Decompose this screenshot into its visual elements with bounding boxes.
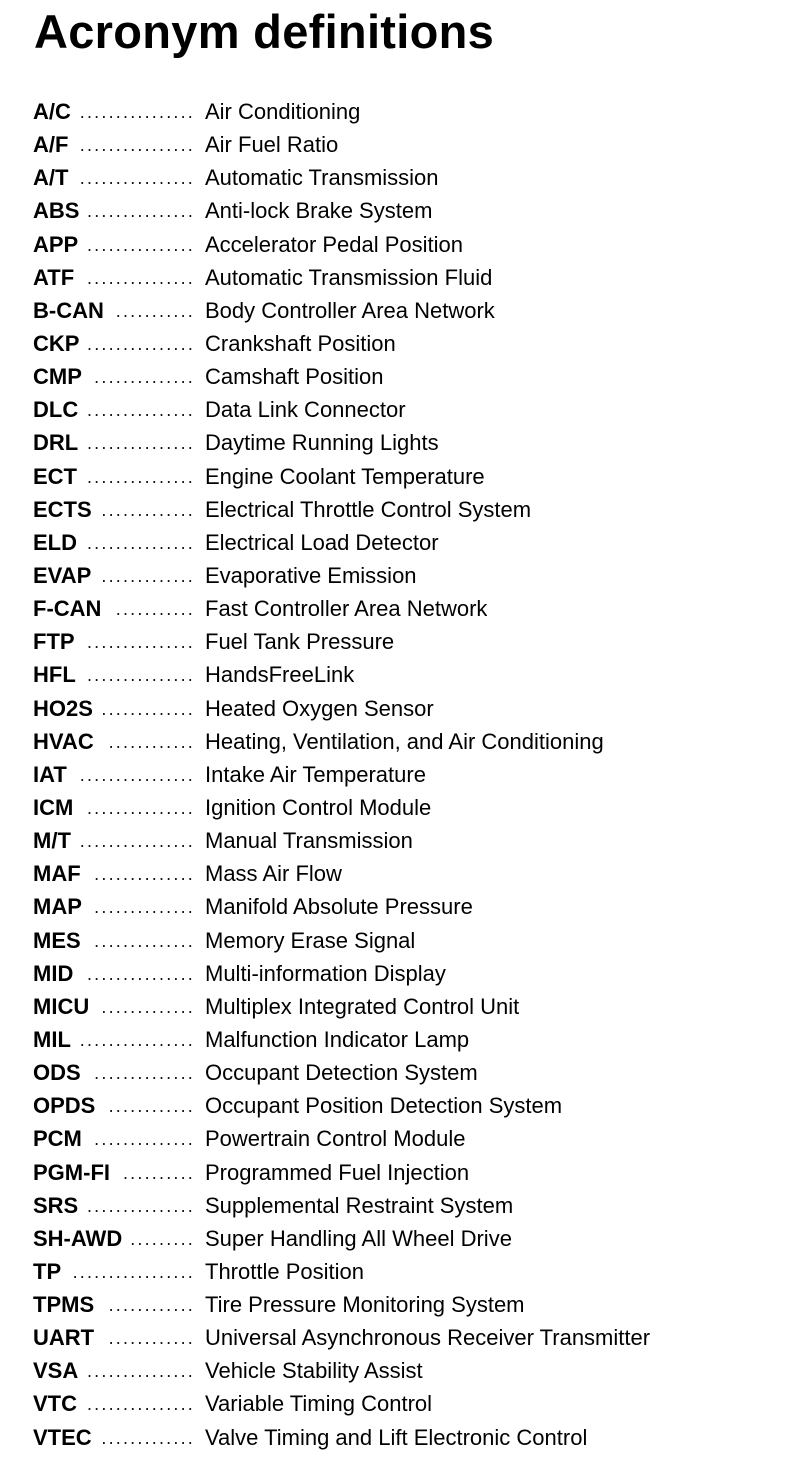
acronym-term: VSA	[33, 1358, 79, 1384]
acronym-definition: Heating, Ventilation, and Air Conditioning	[205, 728, 604, 754]
dot-leader: ...............	[86, 532, 195, 553]
acronym-list	[33, 95, 773, 1454]
acronym-term: MES	[33, 927, 81, 953]
acronym-term: HFL	[33, 662, 76, 688]
acronym-term: MIL	[33, 1026, 71, 1052]
acronym-row	[33, 294, 773, 327]
acronym-term: ATF	[33, 264, 75, 290]
dot-leader: ...............	[86, 1195, 195, 1216]
acronym-definition: Intake Air Temperature	[205, 761, 426, 787]
acronym-row	[33, 526, 773, 559]
dot-leader: ............	[108, 1096, 195, 1117]
acronym-definition: Heated Oxygen Sensor	[205, 695, 434, 721]
acronym-row	[33, 692, 773, 725]
acronym-term: MID	[33, 960, 74, 986]
acronym-row	[33, 161, 773, 194]
acronym-definition: Manual Transmission	[205, 828, 413, 854]
acronym-row	[33, 990, 773, 1023]
acronym-definition: Universal Asynchronous Receiver Transmitter	[205, 1325, 651, 1351]
dot-leader: ................	[79, 168, 195, 189]
acronym-row	[33, 1321, 773, 1354]
acronym-row	[33, 890, 773, 923]
acronym-row	[33, 758, 773, 791]
acronym-term: PCM	[33, 1126, 82, 1152]
dot-leader: ...............	[86, 797, 195, 818]
acronym-term: PGM-FI	[33, 1159, 110, 1185]
acronym-definition: Automatic Transmission Fluid	[205, 264, 493, 290]
acronym-definition: Variable Timing Control	[205, 1391, 433, 1417]
dot-leader: ...............	[86, 632, 195, 653]
acronym-row	[33, 559, 773, 592]
acronym-term: A/T	[33, 165, 69, 191]
acronym-definition: Programmed Fuel Injection	[205, 1159, 470, 1185]
acronym-term: SH-AWD	[33, 1225, 123, 1251]
acronym-definition: Fuel Tank Pressure	[205, 629, 395, 655]
acronym-term: OPDS	[33, 1093, 96, 1119]
acronym-definition: Super Handling All Wheel Drive	[205, 1225, 512, 1251]
acronym-term: DLC	[33, 397, 79, 423]
acronym-definition: Vehicle Stability Assist	[205, 1358, 423, 1384]
acronym-row	[33, 1023, 773, 1056]
acronym-row	[33, 791, 773, 824]
acronym-definition: Fast Controller Area Network	[205, 596, 488, 622]
dot-leader: ................	[79, 102, 195, 122]
acronym-definition: Occupant Position Detection System	[205, 1093, 563, 1119]
dot-leader: ................	[79, 764, 195, 785]
acronym-term: ICM	[33, 794, 74, 820]
dot-leader: ..............	[94, 1063, 195, 1084]
acronym-row	[33, 1056, 773, 1089]
acronym-term: ECTS	[33, 496, 92, 522]
acronym-row	[33, 1288, 773, 1321]
acronym-row	[33, 1255, 773, 1288]
acronym-term: CMP	[33, 364, 82, 390]
acronym-term: TPMS	[33, 1292, 95, 1318]
acronym-definition: Anti-lock Brake System	[205, 198, 433, 224]
acronym-term: VTEC	[33, 1424, 92, 1450]
acronym-row	[33, 1387, 773, 1420]
acronym-row	[33, 493, 773, 526]
acronym-definition: Mass Air Flow	[205, 861, 342, 887]
acronym-row	[33, 393, 773, 426]
acronym-row	[33, 1222, 773, 1255]
acronym-definition: Tire Pressure Monitoring System	[205, 1292, 525, 1318]
dot-leader: ...............	[86, 234, 195, 255]
page-title: Acronym definitions	[34, 5, 495, 58]
acronym-term: SRS	[33, 1192, 79, 1218]
dot-leader: .............	[101, 1427, 195, 1448]
dot-leader: ..............	[94, 864, 195, 885]
acronym-row	[33, 128, 773, 161]
acronym-row	[33, 1122, 773, 1155]
acronym-term: ECT	[33, 463, 77, 489]
acronym-definition: Accelerator Pedal Position	[205, 231, 464, 257]
acronym-definition: Powertrain Control Module	[205, 1126, 466, 1152]
acronym-row	[33, 261, 773, 294]
dot-leader: ...............	[86, 665, 195, 686]
acronym-definition: Valve Timing and Lift Electronic Control	[205, 1424, 588, 1450]
acronym-term: MAP	[33, 894, 82, 920]
dot-leader: ...........	[115, 300, 195, 321]
acronym-definition: Data Link Connector	[205, 397, 406, 423]
dot-leader: ...........	[115, 599, 195, 620]
dot-leader: ...............	[86, 400, 195, 421]
acronym-row	[33, 327, 773, 360]
acronym-term: CKP	[33, 330, 80, 356]
dot-leader: ................	[79, 135, 195, 156]
acronym-row	[33, 658, 773, 691]
acronym-term: M/T	[33, 828, 71, 854]
acronym-definition: Throttle Position	[205, 1258, 364, 1284]
acronym-term: APP	[33, 231, 79, 257]
acronym-definition: Electrical Throttle Control System	[205, 496, 532, 522]
acronym-term: ABS	[33, 198, 80, 224]
dot-leader: ..............	[94, 1129, 195, 1150]
acronym-definition: Evaporative Emission	[205, 562, 417, 588]
acronym-definition: Ignition Control Module	[205, 794, 432, 820]
acronym-term: UART	[33, 1325, 95, 1351]
acronym-term: MAF	[33, 861, 81, 887]
dot-leader: ...............	[86, 1394, 195, 1415]
acronym-term: B-CAN	[33, 297, 104, 323]
acronym-definition: Malfunction Indicator Lamp	[205, 1026, 470, 1052]
acronym-definition: Automatic Transmission	[205, 165, 439, 191]
acronym-definition: Daytime Running Lights	[205, 430, 439, 456]
acronym-row	[33, 725, 773, 758]
dot-leader: ...............	[87, 333, 195, 354]
dot-leader: .............	[101, 698, 195, 719]
acronym-definition: Crankshaft Position	[205, 330, 396, 356]
acronym-term: FTP	[33, 629, 75, 655]
dot-leader: ............	[108, 731, 195, 752]
dot-leader: .............	[101, 996, 195, 1017]
dot-leader: ..........	[122, 1162, 195, 1183]
acronym-term: A/F	[33, 132, 69, 158]
acronym-definition: Multiplex Integrated Control Unit	[205, 993, 520, 1019]
dot-leader: .............	[101, 565, 195, 586]
acronym-definition: HandsFreeLink	[205, 662, 355, 688]
acronym-definition: Air Fuel Ratio	[205, 132, 339, 158]
acronym-row	[33, 1354, 773, 1387]
acronym-row	[33, 824, 773, 857]
acronym-definition: Engine Coolant Temperature	[205, 463, 485, 489]
acronym-row	[33, 194, 773, 227]
acronym-definition: Body Controller Area Network	[205, 297, 495, 323]
acronym-row	[33, 1421, 773, 1454]
dot-leader: ...............	[86, 466, 195, 487]
acronym-term: MICU	[33, 993, 90, 1019]
dot-leader: ...............	[87, 201, 195, 222]
acronym-term: A/C	[33, 99, 71, 124]
acronym-term: F-CAN	[33, 596, 102, 622]
dot-leader: .............	[101, 499, 195, 520]
acronym-row	[33, 957, 773, 990]
dot-leader: ...............	[86, 433, 195, 454]
acronym-term: VTC	[33, 1391, 77, 1417]
acronym-definition: Supplemental Restraint System	[205, 1192, 514, 1218]
acronym-term: HVAC	[33, 728, 94, 754]
acronym-row	[33, 426, 773, 459]
dot-leader: ..............	[94, 930, 195, 951]
acronym-row	[33, 592, 773, 625]
dot-leader: ............	[108, 1328, 195, 1349]
acronym-row	[33, 1089, 773, 1122]
dot-leader: ............	[108, 1295, 195, 1316]
acronym-term: DRL	[33, 430, 79, 456]
acronym-term: EVAP	[33, 562, 92, 588]
acronym-row	[33, 360, 773, 393]
dot-leader: ...............	[86, 1361, 195, 1382]
acronym-term: IAT	[33, 761, 67, 787]
acronym-row	[33, 460, 773, 493]
dot-leader: ..............	[94, 367, 195, 388]
acronym-row	[33, 1189, 773, 1222]
acronym-row	[33, 857, 773, 890]
dot-leader: ...............	[86, 267, 195, 288]
acronym-term: ELD	[33, 529, 77, 555]
dot-leader: .................	[72, 1261, 195, 1282]
acronym-row	[33, 95, 773, 128]
acronym-row	[33, 1156, 773, 1189]
acronym-definition: Camshaft Position	[205, 364, 384, 390]
acronym-term: TP	[33, 1258, 62, 1284]
dot-leader: ................	[79, 1029, 195, 1050]
dot-leader: ..............	[94, 897, 195, 918]
acronym-row	[33, 228, 773, 261]
acronym-definition: Manifold Absolute Pressure	[205, 894, 473, 920]
dot-leader: .........	[130, 1228, 195, 1249]
dot-leader: ...............	[86, 963, 195, 984]
acronym-row	[33, 625, 773, 658]
dot-leader: ................	[79, 831, 195, 852]
acronym-definition: Air Conditioning	[205, 99, 361, 124]
acronym-definition: Memory Erase Signal	[205, 927, 416, 953]
acronym-row	[33, 924, 773, 957]
acronym-definition: Multi-information Display	[205, 960, 446, 986]
acronym-definition: Electrical Load Detector	[205, 529, 439, 555]
acronym-term: HO2S	[33, 695, 93, 721]
acronym-term: ODS	[33, 1060, 81, 1086]
acronym-definition: Occupant Detection System	[205, 1060, 478, 1086]
